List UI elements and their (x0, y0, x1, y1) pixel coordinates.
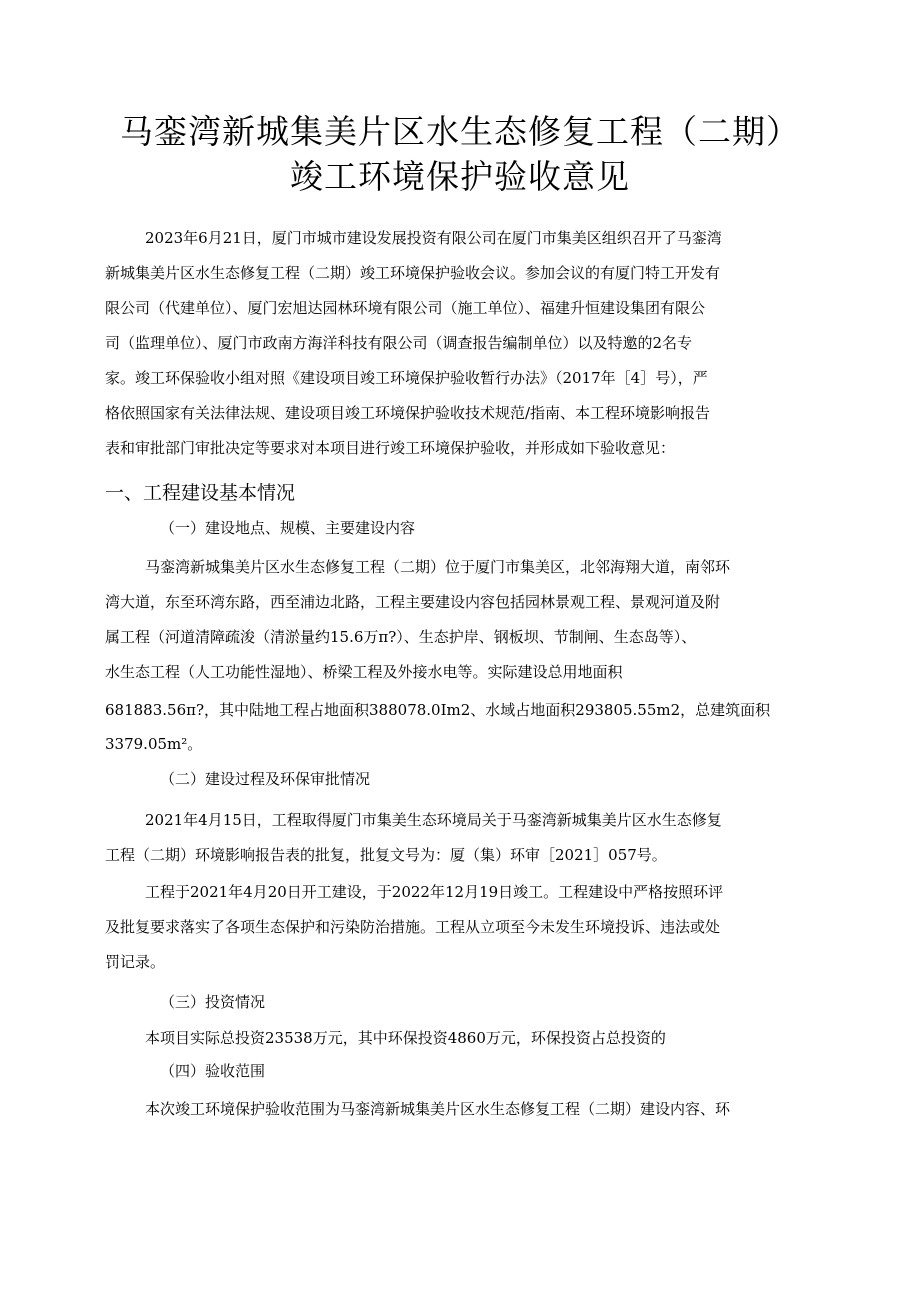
subsection-4-heading: （四）验收范围 (160, 1062, 266, 1080)
sub2-line-5: 罚记录。 (105, 953, 166, 971)
intro-line-3: 限公司（代建单位）、厦门宏旭达园林环境有限公司（施工单位）、福建升恒建设集团有限公 (105, 299, 706, 317)
sub2-line-1: 2021年4月15日，工程取得厦门市集美生态环境局关于马銮湾新城集美片区水生态修复 (145, 811, 722, 829)
intro-line-6: 格依照国家有关法律法规、建设项目竣工环境保护验收技术规范/指南、本工程环境影响报告 (105, 404, 711, 422)
subsection-3-heading: （三）投资情况 (160, 993, 266, 1011)
intro-line-2: 新城集美片区水生态修复工程（二期）竣工环境保护验收会议。参加会议的有厦门特工开发有 (105, 264, 721, 282)
sub4-line-1: 本次竣工环境保护验收范围为马銮湾新城集美片区水生态修复工程（二期）建设内容、环 (145, 1100, 731, 1118)
sub1-line-3: 属工程（河道清障疏浚（清淤量约15.6万π?）、生态护岸、钢板坝、节制闸、生态岛等）、 (105, 628, 697, 646)
sub2-line-3: 工程于2021年4月20日开工建设，于2022年12月19日竣工。工程建设中严格按照环评 (145, 883, 724, 901)
intro-line-7: 表和审批部门审批决定等要求对本项目进行竣工环境保护验收，并形成如下验收意见： (105, 439, 676, 457)
sub2-line-2: 工程（二期）环境影响报告表的批复，批复文号为：厦（集）环审［2021］057号。 (105, 846, 667, 864)
document-title-line-1: 马銮湾新城集美片区水生态修复工程（二期） (120, 112, 800, 151)
sub1-line-1: 马銮湾新城集美片区水生态修复工程（二期）位于厦门市集美区，北邻海翔大道，南邻环 (145, 558, 731, 576)
sub2-line-4: 及批复要求落实了各项生态保护和污染防治措施。工程从立项至今未发生环境投诉、违法或处 (105, 918, 721, 936)
sub1-line-5: 681883.56π?，其中陆地工程占地面积388078.0Im2、水域占地面积293805.55m2，总建筑面积 (105, 701, 771, 719)
document-title-line-2: 竣工环境保护验收意见 (290, 157, 630, 196)
sub1-line-2: 湾大道，东至环湾东路，西至浦边北路，工程主要建设内容包括园林景观工程、景观河道及附 (105, 593, 721, 611)
subsection-1-heading: （一）建设地点、规模、主要建设内容 (160, 519, 416, 537)
subsection-2-heading: （二）建设过程及环保审批情况 (160, 770, 371, 788)
intro-line-5: 家。竣工环保验收小组对照《建设项目竣工环境保护验收暂行办法》（2017年［4］号），严 (105, 369, 708, 387)
sub1-line-4: 水生态工程（人工功能性湿地）、桥梁工程及外接水电等。实际建设总用地面积 (105, 663, 623, 681)
intro-line-4: 司（监理单位）、厦门市政南方海洋科技有限公司（调查报告编制单位）以及特邀的2名专 (105, 334, 693, 352)
intro-line-1: 2023年6月21日，厦门市城市建设发展投资有限公司在厦门市集美区组织召开了马銮湾 (145, 229, 722, 247)
sub1-line-6: 3379.05m²。 (105, 735, 203, 753)
sub3-line-1: 本项目实际总投资23538万元，其中环保投资4860万元，环保投资占总投资的 (145, 1029, 666, 1047)
section-1-heading: 一、工程建设基本情况 (105, 482, 296, 504)
